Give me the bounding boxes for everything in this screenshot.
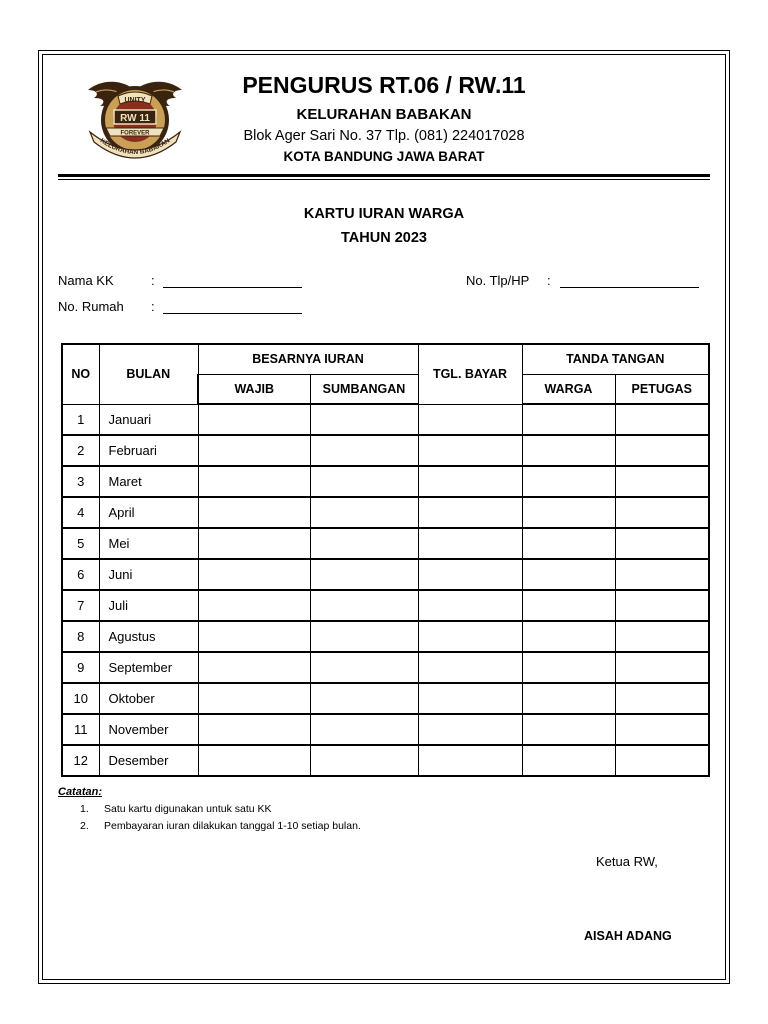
cell-tgl-bayar[interactable]	[418, 745, 522, 776]
table-row	[62, 497, 709, 528]
cell-wajib[interactable]	[198, 652, 310, 683]
no-rumah-label: No. Rumah	[58, 299, 124, 314]
no-tlp-label: No. Tlp/HP	[466, 273, 530, 288]
header-address: Blok Ager Sari No. 37 Tlp. (081) 224017028	[243, 128, 525, 144]
cell-wajib[interactable]	[198, 497, 310, 528]
cell-sumbangan[interactable]	[310, 590, 418, 621]
logo-top-text: UNITY	[124, 97, 146, 104]
header-city: KOTA BANDUNG JAWA BARAT	[283, 149, 485, 164]
cell-ttd-warga[interactable]	[522, 404, 615, 435]
cell-ttd-warga[interactable]	[522, 590, 615, 621]
cell-tgl-bayar[interactable]	[418, 621, 522, 652]
cell-ttd-warga[interactable]	[522, 683, 615, 714]
cell-no: 10	[62, 683, 99, 714]
cell-tgl-bayar[interactable]	[418, 559, 522, 590]
cell-sumbangan[interactable]	[310, 621, 418, 652]
header-warga: WARGA	[522, 374, 615, 404]
cell-bulan: Mei	[99, 528, 198, 559]
table-row	[62, 621, 709, 652]
header-subtitle: KELURAHAN BABAKAN	[296, 106, 472, 123]
nama-kk-label: Nama KK	[58, 273, 114, 288]
cell-bulan: September	[99, 652, 198, 683]
cell-bulan: Desember	[99, 745, 198, 776]
cell-sumbangan[interactable]	[310, 404, 418, 435]
notes-title: Catatan:	[58, 786, 103, 798]
header-petugas: PETUGAS	[615, 374, 709, 404]
table-body	[62, 404, 709, 776]
table-row	[62, 466, 709, 497]
cell-no: 5	[62, 528, 99, 559]
note-item	[80, 803, 272, 815]
cell-wajib[interactable]	[198, 528, 310, 559]
rw-11-emblem-icon	[84, 68, 186, 160]
header-tanda-tangan: TANDA TANGAN	[522, 344, 709, 374]
cell-ttd-petugas[interactable]	[615, 621, 709, 652]
no-rumah-colon: :	[151, 299, 155, 314]
cell-ttd-petugas[interactable]	[615, 435, 709, 466]
cell-bulan: Februari	[99, 435, 198, 466]
cell-wajib[interactable]	[198, 404, 310, 435]
cell-wajib[interactable]	[198, 435, 310, 466]
cell-wajib[interactable]	[198, 714, 310, 745]
header-title: PENGURUS RT.06 / RW.11	[242, 72, 526, 98]
card-title: KARTU IURAN WARGA	[303, 206, 465, 222]
cell-bulan: Januari	[99, 404, 198, 435]
header-besarnya-iuran: BESARNYA IURAN	[198, 344, 418, 374]
note-item	[80, 820, 361, 832]
cell-ttd-warga[interactable]	[522, 528, 615, 559]
cell-bulan: Agustus	[99, 621, 198, 652]
cell-no: 9	[62, 652, 99, 683]
cell-bulan: Juli	[99, 590, 198, 621]
header-divider-thick	[58, 174, 710, 177]
no-tlp-field[interactable]	[560, 287, 699, 288]
cell-wajib[interactable]	[198, 590, 310, 621]
cell-tgl-bayar[interactable]	[418, 714, 522, 745]
header-tgl-bayar: TGL. BAYAR	[418, 344, 522, 404]
cell-ttd-warga[interactable]	[522, 745, 615, 776]
note-number: 2.	[80, 820, 89, 832]
cell-sumbangan[interactable]	[310, 435, 418, 466]
nama-kk-colon: :	[151, 273, 155, 288]
cell-ttd-petugas[interactable]	[615, 404, 709, 435]
cell-bulan: Maret	[99, 466, 198, 497]
cell-sumbangan[interactable]	[310, 714, 418, 745]
header-divider-thin	[58, 179, 710, 180]
cell-wajib[interactable]	[198, 559, 310, 590]
table-row	[62, 404, 709, 435]
cell-ttd-petugas[interactable]	[615, 497, 709, 528]
cell-bulan: Juni	[99, 559, 198, 590]
cell-wajib[interactable]	[198, 745, 310, 776]
table-row	[62, 714, 709, 745]
header-sumbangan: SUMBANGAN	[310, 374, 418, 404]
cell-ttd-warga[interactable]	[522, 621, 615, 652]
cell-ttd-warga[interactable]	[522, 559, 615, 590]
cell-sumbangan[interactable]	[310, 683, 418, 714]
cell-ttd-warga[interactable]	[522, 652, 615, 683]
cell-no: 11	[62, 714, 99, 745]
cell-ttd-petugas[interactable]	[615, 590, 709, 621]
table-row	[62, 745, 709, 776]
cell-ttd-warga[interactable]	[522, 466, 615, 497]
nama-kk-field[interactable]	[163, 287, 302, 288]
note-text: Satu kartu digunakan untuk satu KK	[104, 803, 272, 815]
cell-no: 12	[62, 745, 99, 776]
signature-role: Ketua RW,	[596, 854, 658, 869]
cell-ttd-petugas[interactable]	[615, 528, 709, 559]
cell-sumbangan[interactable]	[310, 497, 418, 528]
cell-sumbangan[interactable]	[310, 745, 418, 776]
cell-ttd-warga[interactable]	[522, 497, 615, 528]
cell-ttd-petugas[interactable]	[615, 745, 709, 776]
no-rumah-field[interactable]	[163, 313, 302, 314]
cell-tgl-bayar[interactable]	[418, 435, 522, 466]
cell-wajib[interactable]	[198, 621, 310, 652]
header-bulan: BULAN	[99, 344, 198, 404]
cell-ttd-petugas[interactable]	[615, 652, 709, 683]
cell-tgl-bayar[interactable]	[418, 404, 522, 435]
cell-tgl-bayar[interactable]	[418, 466, 522, 497]
table-row	[62, 683, 709, 714]
cell-no: 6	[62, 559, 99, 590]
cell-tgl-bayar[interactable]	[418, 683, 522, 714]
logo-bottom-text: KELURAHAN BABAKAN	[98, 137, 172, 157]
table-row	[62, 559, 709, 590]
cell-sumbangan[interactable]	[310, 466, 418, 497]
no-tlp-colon: :	[547, 273, 551, 288]
cell-no: 3	[62, 466, 99, 497]
cell-bulan: November	[99, 714, 198, 745]
cell-ttd-petugas[interactable]	[615, 559, 709, 590]
cell-tgl-bayar[interactable]	[418, 652, 522, 683]
note-number: 1.	[80, 803, 89, 815]
cell-tgl-bayar[interactable]	[418, 528, 522, 559]
cell-bulan: Oktober	[99, 683, 198, 714]
note-text: Pembayaran iuran dilakukan tanggal 1-10 setiap bulan.	[104, 820, 361, 832]
cell-bulan: April	[99, 497, 198, 528]
cell-ttd-petugas[interactable]	[615, 683, 709, 714]
logo-ribbon-text: FOREVER	[120, 130, 150, 137]
cell-ttd-petugas[interactable]	[615, 466, 709, 497]
table-row	[62, 652, 709, 683]
cell-no: 2	[62, 435, 99, 466]
signature-name: AISAH ADANG	[584, 929, 672, 943]
cell-ttd-warga[interactable]	[522, 435, 615, 466]
cell-ttd-warga[interactable]	[522, 714, 615, 745]
cell-no: 8	[62, 621, 99, 652]
cell-no: 7	[62, 590, 99, 621]
cell-wajib[interactable]	[198, 466, 310, 497]
logo-center-text: RW 11	[120, 113, 150, 124]
cell-no: 4	[62, 497, 99, 528]
card-year: TAHUN 2023	[341, 230, 427, 246]
cell-sumbangan[interactable]	[310, 652, 418, 683]
iuran-table	[61, 343, 710, 777]
cell-sumbangan[interactable]	[310, 528, 418, 559]
table-row	[62, 528, 709, 559]
cell-tgl-bayar[interactable]	[418, 590, 522, 621]
cell-sumbangan[interactable]	[310, 559, 418, 590]
header-no: NO	[62, 344, 99, 404]
cell-no: 1	[62, 404, 99, 435]
cell-ttd-petugas[interactable]	[615, 714, 709, 745]
table-row	[62, 435, 709, 466]
cell-wajib[interactable]	[198, 683, 310, 714]
table-row	[62, 590, 709, 621]
cell-tgl-bayar[interactable]	[418, 497, 522, 528]
header-wajib: WAJIB	[198, 374, 310, 404]
